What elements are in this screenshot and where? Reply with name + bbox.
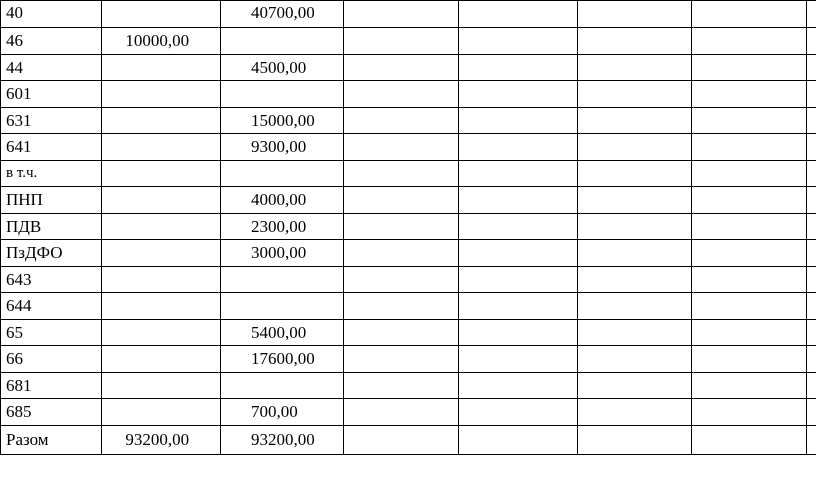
empty-cell (458, 134, 577, 161)
table-row (1, 399, 816, 426)
empty-cell (691, 425, 806, 454)
empty-cell (577, 240, 691, 267)
table-row (1, 240, 816, 267)
empty-cell (343, 293, 458, 320)
account-cell: 685 (1, 399, 102, 426)
empty-cell (458, 107, 577, 134)
account-cell: 44 (1, 54, 102, 81)
credit-cell: 3000,00 (220, 240, 343, 267)
empty-cell (691, 266, 806, 293)
credit-cell (220, 266, 343, 293)
account-cell: 681 (1, 372, 102, 399)
empty-cell (691, 293, 806, 320)
empty-cell (806, 1, 816, 28)
empty-cell (343, 346, 458, 373)
empty-cell (577, 399, 691, 426)
empty-cell (806, 266, 816, 293)
credit-cell: 5400,00 (220, 319, 343, 346)
table-row (1, 346, 816, 373)
empty-cell (343, 134, 458, 161)
empty-cell (343, 107, 458, 134)
empty-cell (691, 28, 806, 55)
empty-cell (458, 346, 577, 373)
table-row (1, 319, 816, 346)
table-row (1, 293, 816, 320)
table-row (1, 134, 816, 161)
credit-cell (220, 293, 343, 320)
empty-cell (343, 266, 458, 293)
table-row (1, 28, 816, 55)
empty-cell (458, 319, 577, 346)
empty-cell (458, 28, 577, 55)
empty-cell (577, 28, 691, 55)
credit-cell: 15000,00 (220, 107, 343, 134)
empty-cell (806, 28, 816, 55)
empty-cell (577, 372, 691, 399)
table-row (1, 107, 816, 134)
credit-cell: 4000,00 (220, 187, 343, 214)
credit-cell: 2300,00 (220, 213, 343, 240)
account-cell: 601 (1, 81, 102, 108)
account-cell: ПзДФО (1, 240, 102, 267)
empty-cell (458, 266, 577, 293)
empty-cell (458, 81, 577, 108)
empty-cell (343, 213, 458, 240)
empty-cell (691, 134, 806, 161)
table-row (1, 266, 816, 293)
credit-cell: 93200,00 (220, 425, 343, 454)
empty-cell (806, 107, 816, 134)
empty-cell (691, 240, 806, 267)
empty-cell (691, 346, 806, 373)
empty-cell (806, 425, 816, 454)
empty-cell (577, 266, 691, 293)
debit-cell: 93200,00 (102, 425, 221, 454)
table-row (1, 160, 816, 187)
table-row (1, 372, 816, 399)
credit-cell (220, 81, 343, 108)
account-cell: в т.ч. (1, 160, 102, 187)
empty-cell (691, 399, 806, 426)
empty-cell (806, 240, 816, 267)
empty-cell (577, 134, 691, 161)
empty-cell (806, 293, 816, 320)
table-row (1, 54, 816, 81)
account-cell: 644 (1, 293, 102, 320)
table-row (1, 187, 816, 214)
account-cell: ПДВ (1, 213, 102, 240)
account-cell: 65 (1, 319, 102, 346)
empty-cell (691, 107, 806, 134)
debit-cell (102, 240, 221, 267)
ledger-table-body (1, 1, 816, 455)
empty-cell (806, 134, 816, 161)
debit-cell (102, 399, 221, 426)
empty-cell (343, 81, 458, 108)
account-cell: 66 (1, 346, 102, 373)
debit-cell (102, 81, 221, 108)
empty-cell (806, 372, 816, 399)
debit-cell (102, 319, 221, 346)
empty-cell (577, 319, 691, 346)
account-cell: 631 (1, 107, 102, 134)
account-cell: 641 (1, 134, 102, 161)
empty-cell (343, 54, 458, 81)
debit-cell (102, 266, 221, 293)
empty-cell (458, 1, 577, 28)
empty-cell (806, 346, 816, 373)
empty-cell (577, 81, 691, 108)
account-cell: 46 (1, 28, 102, 55)
debit-cell (102, 372, 221, 399)
account-cell: 40 (1, 1, 102, 28)
table-total-row (1, 425, 816, 454)
empty-cell (806, 81, 816, 108)
debit-cell (102, 213, 221, 240)
debit-cell (102, 346, 221, 373)
empty-cell (458, 54, 577, 81)
empty-cell (458, 425, 577, 454)
empty-cell (458, 399, 577, 426)
account-cell: 643 (1, 266, 102, 293)
credit-cell (220, 28, 343, 55)
table-row (1, 1, 816, 28)
empty-cell (343, 319, 458, 346)
empty-cell (343, 160, 458, 187)
account-cell: Разом (1, 425, 102, 454)
empty-cell (691, 213, 806, 240)
empty-cell (691, 54, 806, 81)
debit-cell (102, 293, 221, 320)
empty-cell (343, 28, 458, 55)
empty-cell (577, 107, 691, 134)
debit-cell (102, 187, 221, 214)
empty-cell (806, 319, 816, 346)
credit-cell: 9300,00 (220, 134, 343, 161)
empty-cell (577, 425, 691, 454)
empty-cell (458, 213, 577, 240)
empty-cell (577, 213, 691, 240)
empty-cell (691, 160, 806, 187)
account-cell: ПНП (1, 187, 102, 214)
credit-cell: 40700,00 (220, 1, 343, 28)
empty-cell (577, 1, 691, 28)
credit-cell (220, 372, 343, 399)
empty-cell (577, 346, 691, 373)
debit-cell (102, 160, 221, 187)
empty-cell (691, 81, 806, 108)
empty-cell (458, 240, 577, 267)
empty-cell (806, 213, 816, 240)
debit-cell (102, 107, 221, 134)
empty-cell (806, 187, 816, 214)
empty-cell (577, 187, 691, 214)
debit-cell (102, 1, 221, 28)
empty-cell (806, 160, 816, 187)
empty-cell (577, 160, 691, 187)
debit-cell (102, 54, 221, 81)
empty-cell (691, 372, 806, 399)
empty-cell (343, 1, 458, 28)
empty-cell (343, 240, 458, 267)
credit-cell: 4500,00 (220, 54, 343, 81)
empty-cell (343, 399, 458, 426)
empty-cell (691, 1, 806, 28)
empty-cell (691, 319, 806, 346)
empty-cell (458, 372, 577, 399)
table-row (1, 213, 816, 240)
empty-cell (806, 399, 816, 426)
empty-cell (343, 372, 458, 399)
empty-cell (577, 54, 691, 81)
empty-cell (577, 293, 691, 320)
debit-cell (102, 134, 221, 161)
credit-cell (220, 160, 343, 187)
credit-cell: 17600,00 (220, 346, 343, 373)
credit-cell: 700,00 (220, 399, 343, 426)
empty-cell (343, 187, 458, 214)
empty-cell (343, 425, 458, 454)
table-row (1, 81, 816, 108)
debit-cell: 10000,00 (102, 28, 221, 55)
empty-cell (806, 54, 816, 81)
empty-cell (458, 160, 577, 187)
empty-cell (458, 293, 577, 320)
empty-cell (691, 187, 806, 214)
empty-cell (458, 187, 577, 214)
